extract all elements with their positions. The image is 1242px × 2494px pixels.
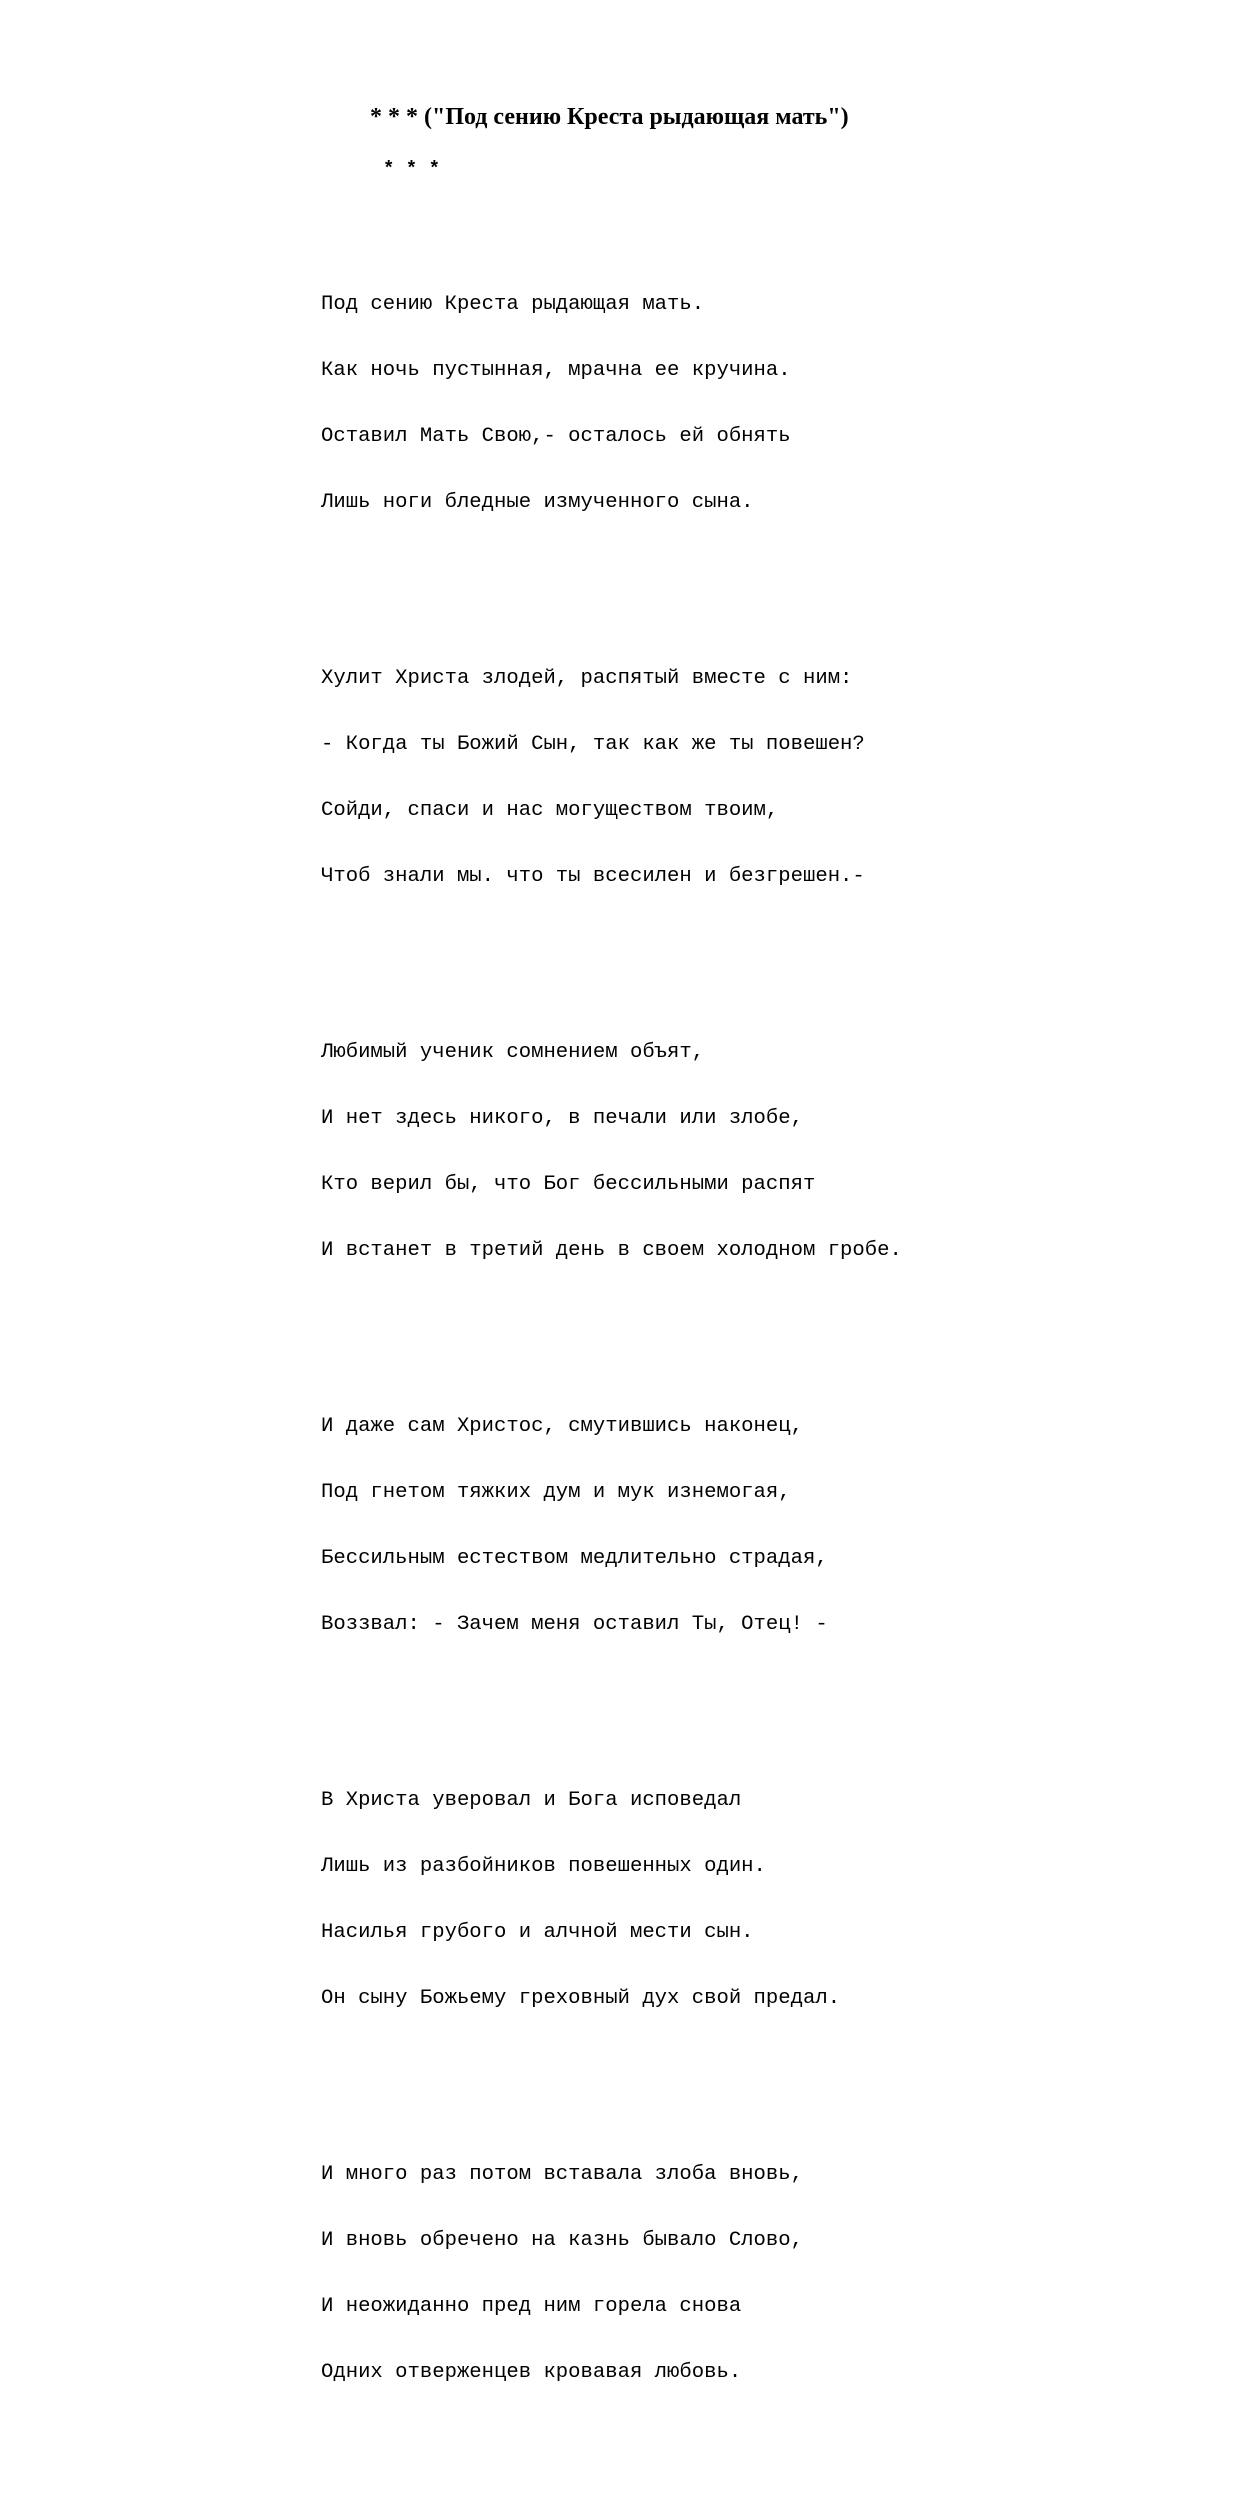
poem-line: Насилья грубого и алчной мести сын. bbox=[321, 1921, 754, 1944]
stanza bbox=[321, 998, 902, 1306]
poem-line: И нет здесь никого, в печали или злобе, bbox=[321, 1107, 803, 1130]
poem-line: И неожиданно пред ним горела снова bbox=[321, 2295, 742, 2318]
poem-line: Чтоб знали мы. что ты всесилен и безгрешен.- bbox=[321, 865, 865, 888]
poem-line: Лишь из разбойников повешенных один. bbox=[321, 1855, 766, 1878]
section-stars: * * * bbox=[383, 158, 441, 180]
poem-line: - Когда ты Божий Сын, так как же ты повешен? bbox=[321, 733, 865, 756]
stanza bbox=[321, 250, 902, 558]
stanza bbox=[321, 1746, 902, 2054]
poem-title: * * * ("Под сению Креста рыдающая мать") bbox=[370, 104, 849, 130]
poem-line: И даже сам Христос, смутившись наконец, bbox=[321, 1415, 803, 1438]
poem-line: Кто верил бы, что Бог бессильными распят bbox=[321, 1173, 816, 1196]
poem-line: В Христа уверовал и Бога исповедал bbox=[321, 1789, 742, 1812]
stanza bbox=[321, 2120, 902, 2428]
poem-line: Лишь ноги бледные измученного сына. bbox=[321, 491, 754, 514]
poem-line: Любимый ученик сомнением объят, bbox=[321, 1041, 705, 1064]
poem-line: Бессильным естеством медлительно страдая, bbox=[321, 1547, 828, 1570]
poem-line: И встанет в третий день в своем холодном гробе. bbox=[321, 1239, 902, 1262]
stanza bbox=[321, 1372, 902, 1680]
poem-line: Он сыну Божьему греховный дух свой предал. bbox=[321, 1987, 841, 2010]
poem-line: Воззвал: - Зачем меня оставил Ты, Отец! - bbox=[321, 1613, 828, 1636]
stanza bbox=[321, 624, 902, 932]
poem-line: Одних отверженцев кровавая любовь. bbox=[321, 2361, 742, 2384]
poem-line: Хулит Христа злодей, распятый вместе с ним: bbox=[321, 667, 853, 690]
poem-line: Сойди, спаси и нас могуществом твоим, bbox=[321, 799, 779, 822]
poem-line: И много раз потом вставала злоба вновь, bbox=[321, 2163, 803, 2186]
poem-line: Как ночь пустынная, мрачна ее кручина. bbox=[321, 359, 791, 382]
poem-line: И вновь обречено на казнь бывало Слово, bbox=[321, 2229, 803, 2252]
poem-line: Оставил Мать Свою,- осталось ей обнять bbox=[321, 425, 791, 448]
poem-line: Под гнетом тяжких дум и мук изнемогая, bbox=[321, 1481, 791, 1504]
poem-body bbox=[321, 206, 902, 2494]
poem-line: Под сению Креста рыдающая мать. bbox=[321, 293, 705, 316]
